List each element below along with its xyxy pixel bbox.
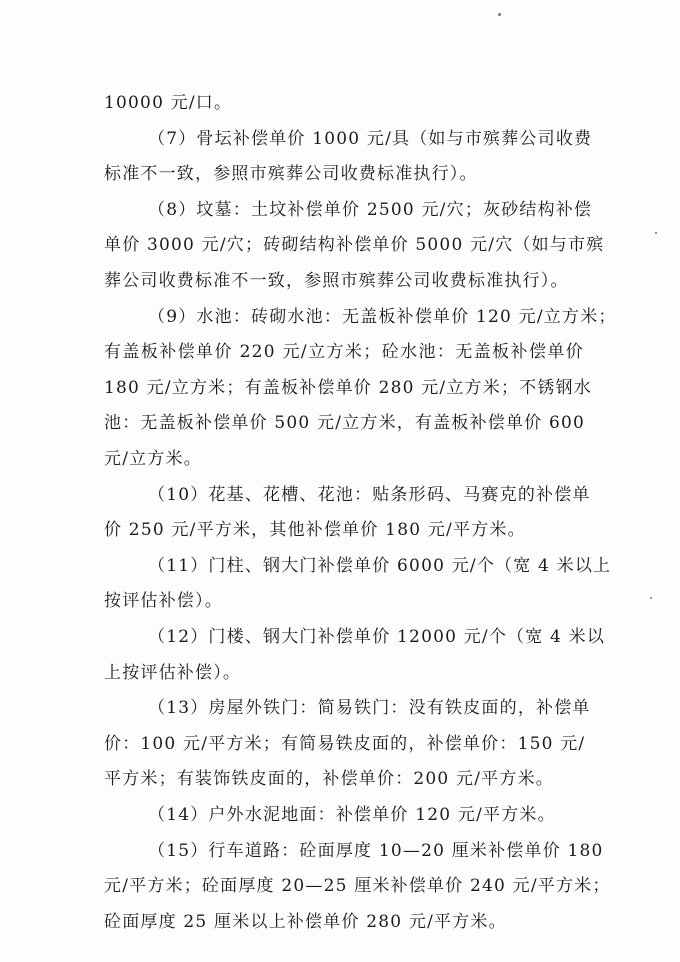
text-line: （12）门楼、钢大门补偿单价 12000 元/个（宽 4 米以: [148, 627, 606, 647]
text-line: 180 元/立方米；有盖板补偿单价 280 元/立方米；不锈钢水: [104, 378, 592, 398]
text-line: （7）骨坛补偿单价 1000 元/具（如与市殡葬公司收费: [148, 129, 593, 149]
text-line: （8）坟墓：土坟补偿单价 2500 元/穴；灰砂结构补偿: [148, 200, 593, 220]
text-line: 元/平方米；砼面厚度 20—25 厘米补偿单价 240 元/平方米；: [104, 876, 611, 896]
text-line: 砼面厚度 25 厘米以上补偿单价 280 元/平方米。: [104, 912, 507, 932]
text-line: 池：无盖板补偿单价 500 元/立方米，有盖板补偿单价 600: [104, 413, 586, 433]
text-line: 标准不一致，参照市殡葬公司收费标准执行）。: [104, 164, 478, 184]
scan-speck: [650, 597, 652, 599]
text-line: 单价 3000 元/穴；砖砌结构补偿单价 5000 元/穴（如与市殡: [104, 235, 605, 255]
text-line: 10000 元/口。: [104, 93, 233, 113]
text-line: （11）门柱、钢大门补偿单价 6000 元/个（宽 4 米以上: [148, 556, 612, 576]
text-line: 有盖板补偿单价 220 元/立方米；砼水池：无盖板补偿单价: [104, 342, 584, 362]
scan-speck: [655, 232, 657, 234]
text-line: 元/立方米。: [104, 449, 202, 469]
text-line: （15）行车道路：砼面厚度 10—20 厘米补偿单价 180: [148, 841, 604, 861]
text-line: 上按评估补偿）。: [104, 663, 242, 683]
text-line: 价：100 元/平方米；有简易铁皮面的，补偿单价：150 元/: [104, 734, 586, 754]
text-line: 葬公司收费标准不一致，参照市殡葬公司收费标准执行）。: [104, 271, 569, 291]
text-line: 价 250 元/平方米，其他补偿单价 180 元/平方米。: [104, 520, 526, 540]
text-line: （14）户外水泥地面：补偿单价 120 元/平方米。: [148, 805, 556, 825]
text-line: （9）水池：砖砌水池：无盖板补偿单价 120 元/立方米；: [148, 307, 617, 327]
text-line: 平方米；有装饰铁皮面的，补偿单价：200 元/平方米。: [104, 769, 554, 789]
text-line: 按评估补偿）。: [104, 591, 223, 611]
text-line: （10）花基、花槽、花池：贴条形码、马赛克的补偿单: [148, 485, 591, 505]
text-line: （13）房屋外铁门：简易铁门：没有铁皮面的，补偿单: [148, 698, 591, 718]
scan-speck: [498, 13, 501, 16]
